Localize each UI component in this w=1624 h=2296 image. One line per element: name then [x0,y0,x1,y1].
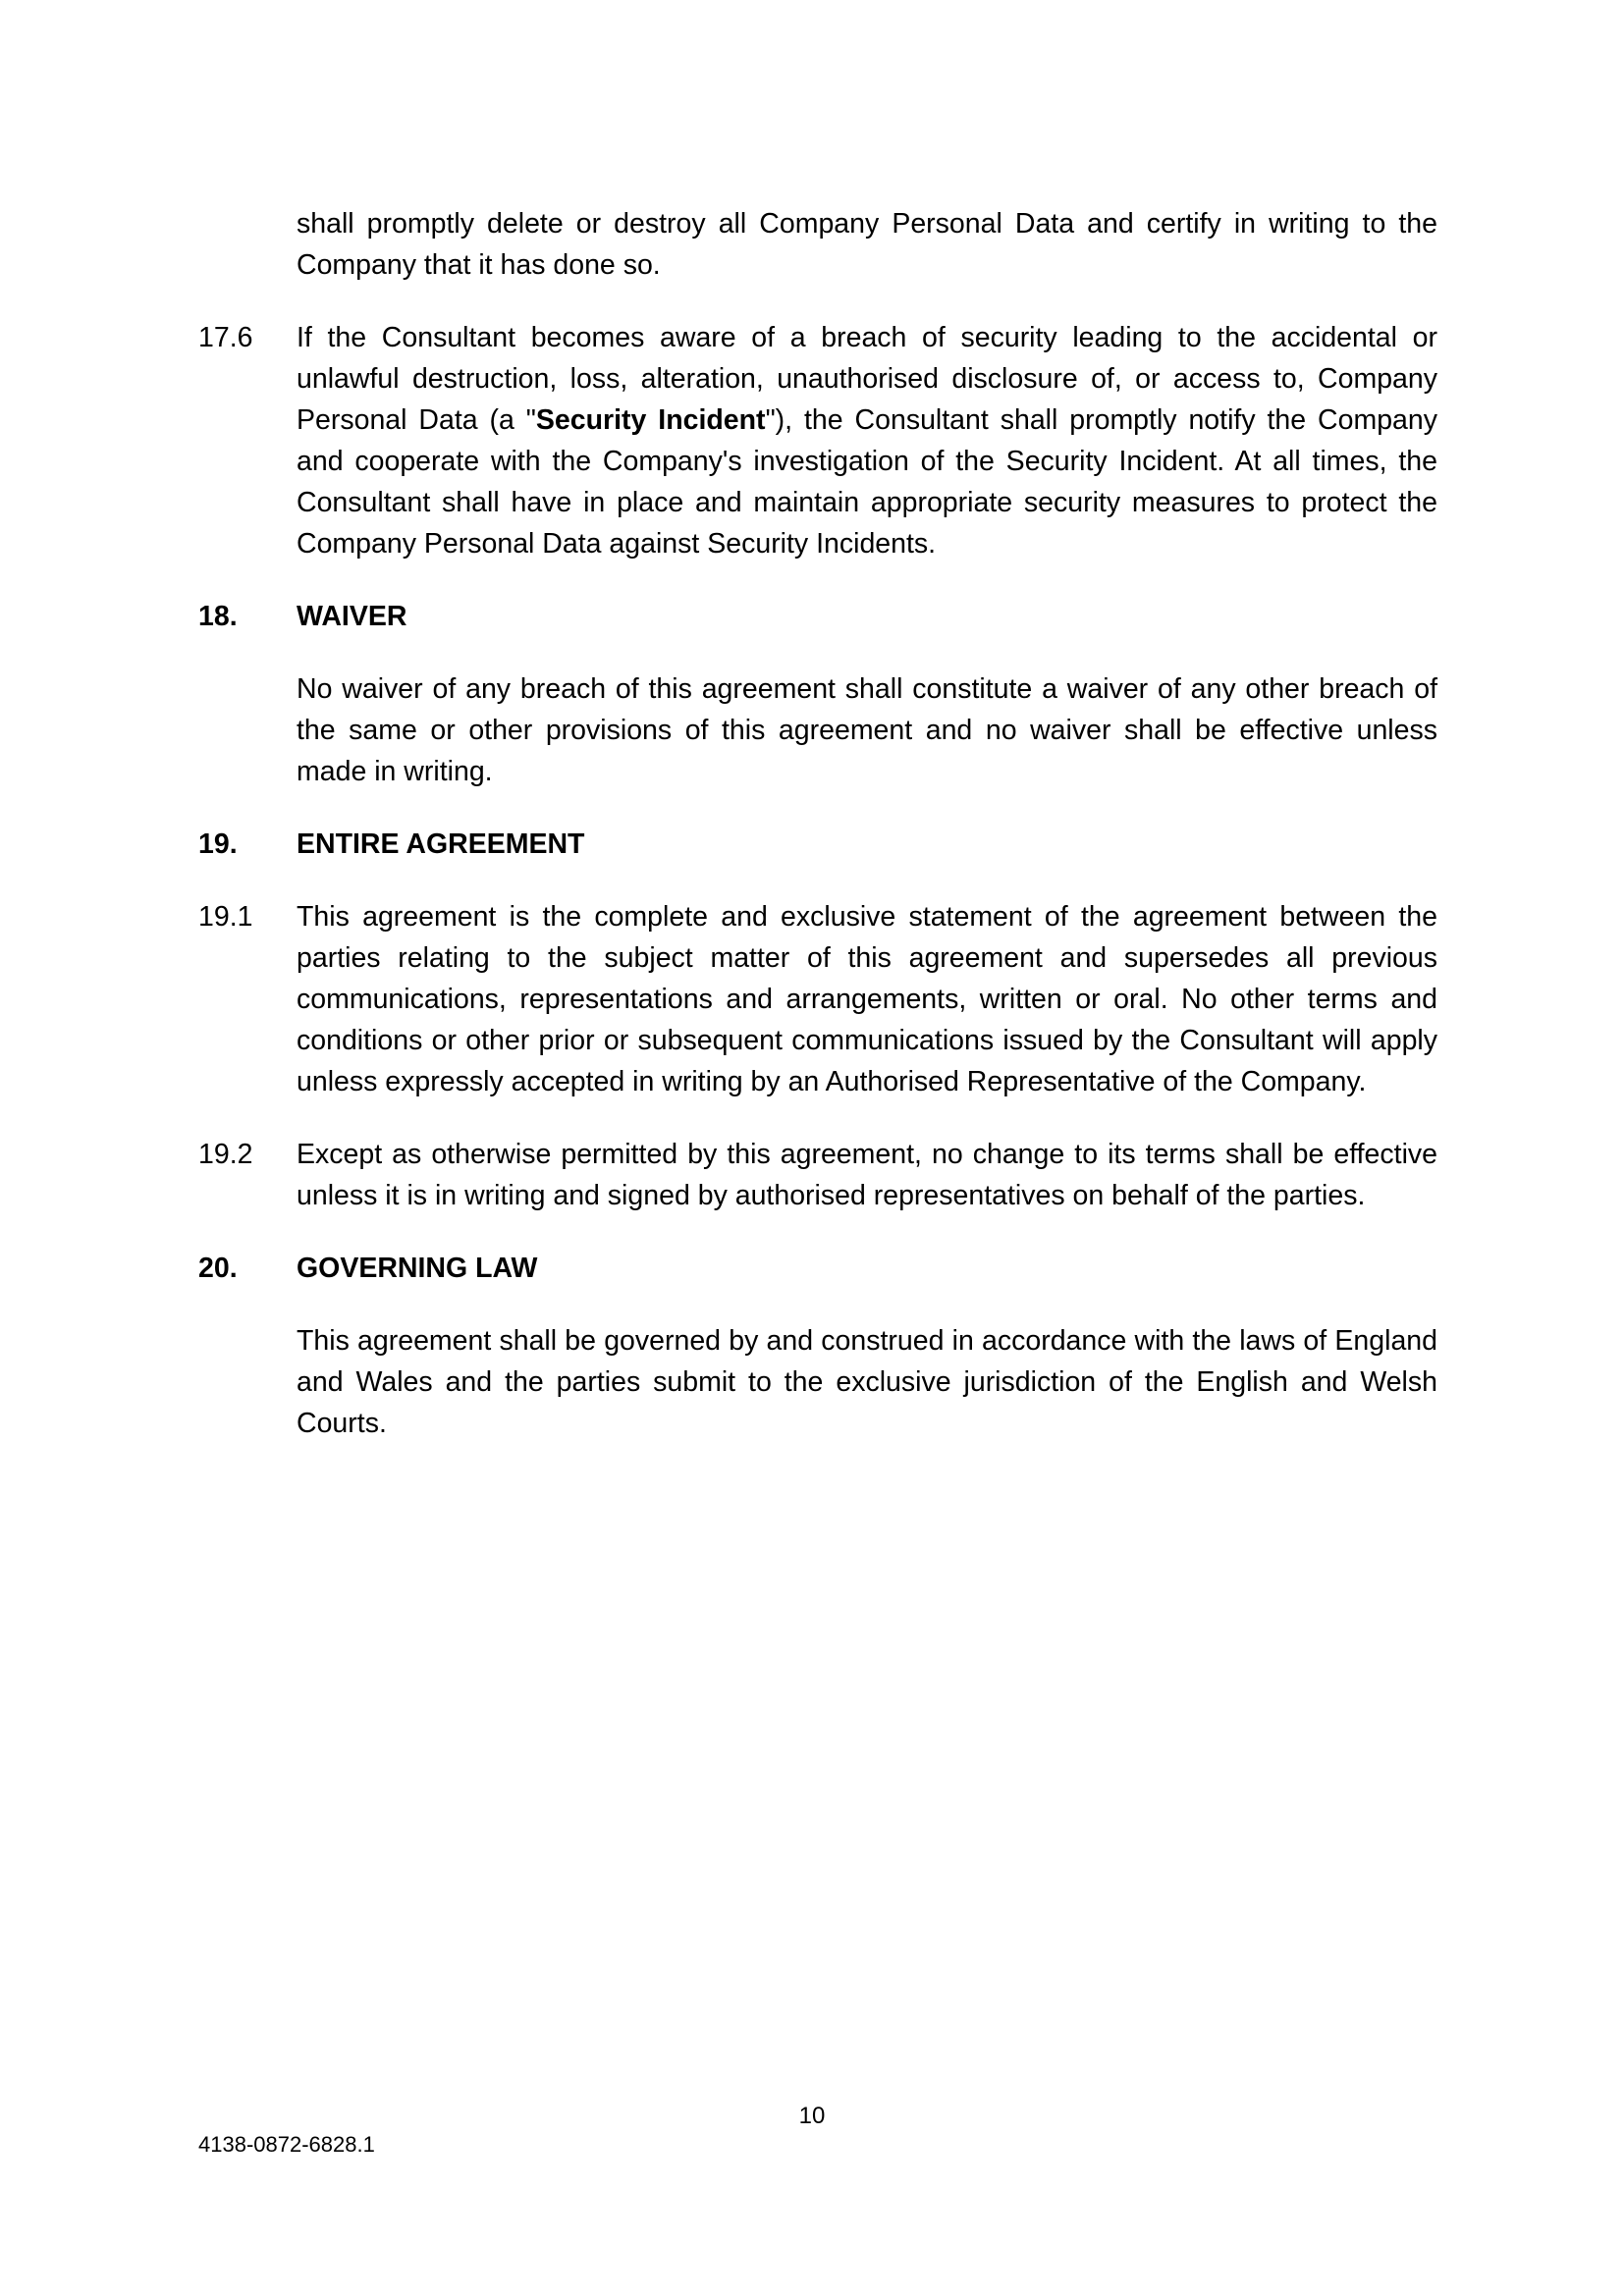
clause-text: Except as otherwise permitted by this agreement, no change to its terms shall be effective unless it is in writing and signed by authorised representatives on behalf of the parties. [297,1139,1437,1211]
document-reference: 4138-0872-6828.1 [198,2132,375,2157]
clause-text-before: If the Consultant becomes aware of a breach of security leading to the accidental or unlawful destruction, loss, alteration, unauthorised disclosure of, or access to, Company Personal Data (a " [297,322,1437,436]
page-content [198,203,1437,1444]
clause-number: 17.6 [198,322,253,353]
defined-term: Security Incident [535,404,766,436]
section-number: 20. [198,1253,238,1284]
section-number: 19. [198,828,238,860]
section-heading-waiver [198,596,1437,637]
section-paragraph-governing-law: This agreement shall be governed by and construed in accordance with the laws of England and Wales and the parties submit to the exclusive jurisdiction of the English and Welsh Courts. [297,1325,1437,1439]
clause-19-2 [198,1134,1437,1216]
clause-17-6 [198,317,1437,564]
clause-number: 19.1 [198,901,253,933]
page-number: 10 [798,2103,826,2129]
clause-text-after: "), the Consultant shall promptly notify the Company and cooperate with the Company's investigation of the Security Incident. At all times, the Consultant shall have in place and maintain appropriate security measures to protect the Company Personal Data against Security Incidents. [297,404,1437,560]
continuation-paragraph: shall promptly delete or destroy all Company Personal Data and certify in writing to the Company that it has done so. [297,208,1437,281]
section-paragraph-waiver: No waiver of any breach of this agreement shall constitute a waiver of any other breach of the same or other provisions of this agreement and no waiver shall be effective unless made in writing. [297,673,1437,787]
clause-text [297,317,1437,564]
clause-text: This agreement is the complete and exclusive statement of the agreement between the parties relating to the subject matter of this agreement and supersedes all previous communications, representations and arrangements, written or oral. No other terms and conditions or other prior or subsequent communications issued by the Consultant will apply unless expressly accepted in writing by an Authorised Representative of the Company. [297,901,1437,1097]
section-heading-governing-law [198,1248,1437,1289]
clause-number: 19.2 [198,1139,253,1170]
clause-19-1 [198,896,1437,1102]
section-title: WAIVER [297,601,407,632]
section-title: ENTIRE AGREEMENT [297,828,585,860]
section-title: GOVERNING LAW [297,1253,538,1284]
section-number: 18. [198,601,238,632]
section-heading-entire-agreement [198,824,1437,865]
